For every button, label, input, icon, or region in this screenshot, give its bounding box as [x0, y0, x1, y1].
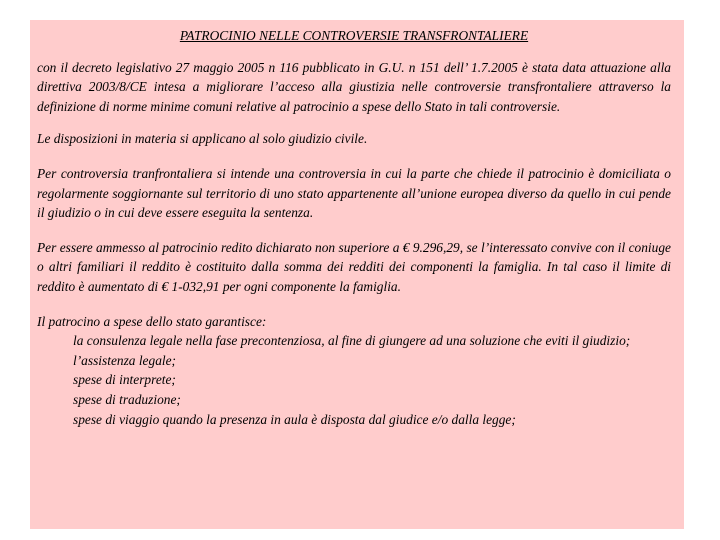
guarantees-section	[37, 312, 671, 430]
paragraph-decree: con il decreto legislativo 27 maggio 2005 n 116 pubblicato in G.U. n 151 dell’ 1.7.2005 è stata data attuazione alla direttiva 2003/8/CE intesa a migliorare l’acceso alla giustizia nelle controversie transfrontaliere attraverso la definizione di norme minime comuni relative al patrocinio a spese dello Stato in tali controversie.	[37, 59, 671, 114]
paragraph-income-limit: Per essere ammesso al patrocinio redito dichiarato non superiore a € 9.296,29, se l’interessato convive con il coniuge o altri familiari il reddito è costituito dalla somma dei redditi dei componenti la famiglia. In tal caso il limite di reddito è aumentato di € 1-032,91 per ogni componente la famiglia.	[37, 239, 671, 294]
guarantees-intro: Il patrocino a spese dello stato garantisce:	[37, 313, 267, 329]
paragraph-scope: Le disposizioni in materia si applicano al solo giudizio civile.	[37, 131, 368, 147]
guarantee-item: l’assistenza legale;	[73, 352, 177, 368]
paragraph-definition: Per controversia tranfrontaliera si intende una controversia in cui la parte che chiede il patrocinio è domiciliata o regolarmente soggiornante sul territorio di uno stato appartenente all’unione europea diverso da quello in cui pende il giudizio o in cui deve essere eseguita la sentenza.	[37, 165, 671, 221]
document-title: PATROCINIO NELLE CONTROVERSIE TRANSFRONTALIERE	[179, 28, 529, 43]
slide	[30, 20, 684, 529]
guarantee-item: spese di traduzione;	[73, 391, 181, 407]
guarantee-item: spese di viaggio quando la presenza in aula è disposta dal giudice e/o dalla legge;	[73, 411, 516, 427]
guarantee-item: la consulenza legale nella fase precontenziosa, al fine di giungere ad una soluzione che eviti il giudizio;	[73, 333, 631, 349]
guarantee-item: spese di interprete;	[73, 372, 176, 388]
document-body	[37, 26, 671, 429]
